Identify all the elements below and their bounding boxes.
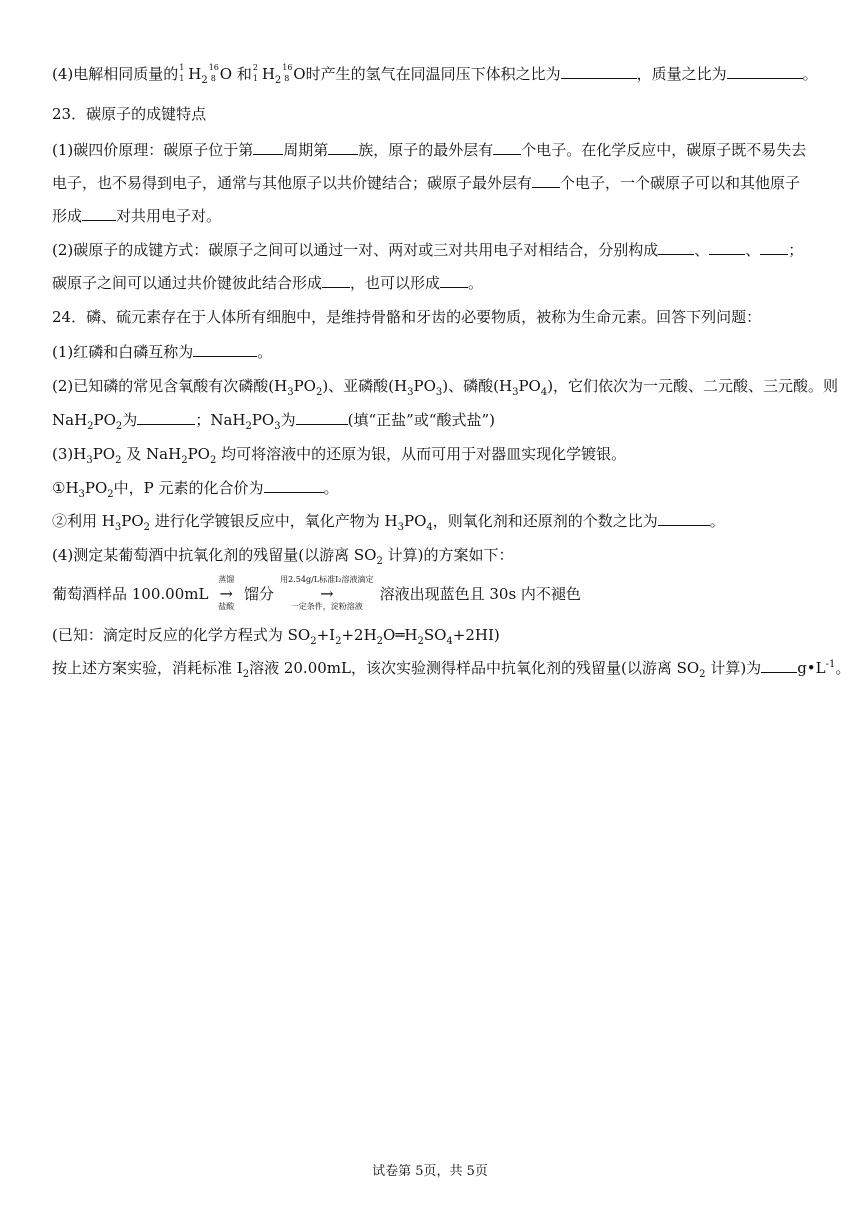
flow-fraction: 馏分 — [244, 585, 275, 603]
q24-title: 24．磷、硫元素存在于人体所有细胞中，是维持骨骼和牙齿的必要物质，被称为生命元素。回答下列问题： — [52, 308, 762, 326]
flow-arrow-distill: 蒸馏 → 盐酸 — [218, 575, 235, 611]
answer-blank[interactable] — [440, 273, 468, 288]
answer-blank[interactable] — [264, 478, 324, 493]
q24-final: 按上述方案实验，消耗标准 $I_2$溶液 20.00mL，该次实验测得样品中抗氧化剂的残留量(以游离 $SO_2$ 计算)为 $g•L^{-1}$。 — [52, 659, 851, 680]
isotope-o16: 16 8 — [208, 63, 219, 83]
isotope-h1: 1 1 — [179, 63, 185, 83]
answer-blank[interactable] — [137, 410, 195, 425]
answer-blank[interactable] — [532, 173, 560, 188]
q24-p2-line1: (2)已知磷的常见含氧酸有次磷酸$(H_3PO_2)$、亚磷酸$(H_3PO_3)$、磷酸$(H_3PO_4)$，它们依次为一元酸、二元酸、三元酸。则 — [52, 377, 839, 398]
q23-p2-line1: (2)碳原子的成键方式：碳原子之间可以通过一对、两对或三对共用电子对相结合，分别构成 、 、 ； — [52, 241, 804, 259]
q24-p3: $(3)H_3PO_2$ 及 $NaH_2PO_2$ 均可将溶液中的还原为银，从而可用于对器皿实现化学镀银。 — [52, 445, 627, 466]
q24-p4: (4)测定某葡萄酒中抗氧化剂的残留量(以游离 $SO_2$ 计算)的方案如下： — [52, 546, 514, 567]
q24-known: (已知：滴定时反应的化学方程式为 $SO_2+I_2+2H_2O═H_2SO_4+2HI$) — [52, 626, 500, 647]
answer-blank[interactable] — [296, 410, 348, 425]
answer-blank[interactable] — [82, 206, 116, 221]
flow-sample: 葡萄酒样品 100.00mL — [52, 585, 209, 603]
answer-blank[interactable] — [322, 273, 350, 288]
isotope-h2: 2 1 — [252, 63, 258, 83]
answer-blank[interactable] — [253, 140, 283, 155]
q23-p1-line1: (1)碳四价原理：碳原子位于第 周期第 族，原子的最外层有 个电子。在化学反应中，碳原子既不易失去 — [52, 141, 807, 159]
titration-flow — [52, 574, 816, 616]
page-footer: 试卷第 5页，共 5页 — [372, 1164, 488, 1179]
q24-p3-2: ②利用 $H_3PO_2$ 进行化学镀银反应中，氧化产物为 $H_3PO_4$，则氧化剂和还原剂的个数之比为 。 — [52, 512, 725, 533]
q23-p2-line2: 碳原子之间可以通过共价键彼此结合形成 ，也可以形成 。 — [52, 274, 484, 292]
q24-p1: (1)红磷和白磷互称为 。 — [52, 343, 273, 361]
answer-blank[interactable] — [328, 140, 358, 155]
q24-p2-line2: $NaH_2PO_2$为 ；$NaH_2PO_3$为 (填“正盐”或“酸式盐”) — [52, 411, 496, 432]
q24-p3-1: $①H_3PO_2$中，P 元素的化合价为 。 — [52, 479, 339, 500]
q22-part4-line: (4)电解相同质量的 1 1 $H_2$ 16 8 O 和 2 1 $H_2$ 16 8 O时产生的氢气在同温同压下体积之比为 ，质量之比为 。 — [52, 63, 818, 86]
flow-end: 溶液出现蓝色且 30s 内不褪色 — [379, 585, 581, 603]
answer-blank[interactable] — [658, 511, 710, 526]
answer-blank[interactable] — [727, 64, 803, 79]
answer-blank[interactable] — [561, 64, 637, 79]
answer-blank[interactable] — [709, 240, 745, 255]
flow-arrow-titrate: 用2.54g/L标准I₂溶液滴定 → 一定条件，淀粉溶液 — [280, 575, 374, 611]
q22-4-prefix: (4)电解相同质量的 — [52, 65, 179, 83]
answer-blank[interactable] — [493, 140, 521, 155]
isotope-o16-b: 16 8 — [282, 63, 293, 83]
answer-blank[interactable] — [761, 658, 797, 673]
q23-title: 23．碳原子的成键特点 — [52, 105, 207, 123]
q23-p1-line2: 电子，也不易得到电子，通常与其他原子以共价键结合；碳原子最外层有 个电子，一个碳原子可以和其他原子 — [52, 174, 801, 192]
answer-blank[interactable] — [193, 342, 257, 357]
q23-p1-line3: 形成 对共用电子对。 — [52, 207, 222, 225]
answer-blank[interactable] — [760, 240, 788, 255]
answer-blank[interactable] — [658, 240, 694, 255]
